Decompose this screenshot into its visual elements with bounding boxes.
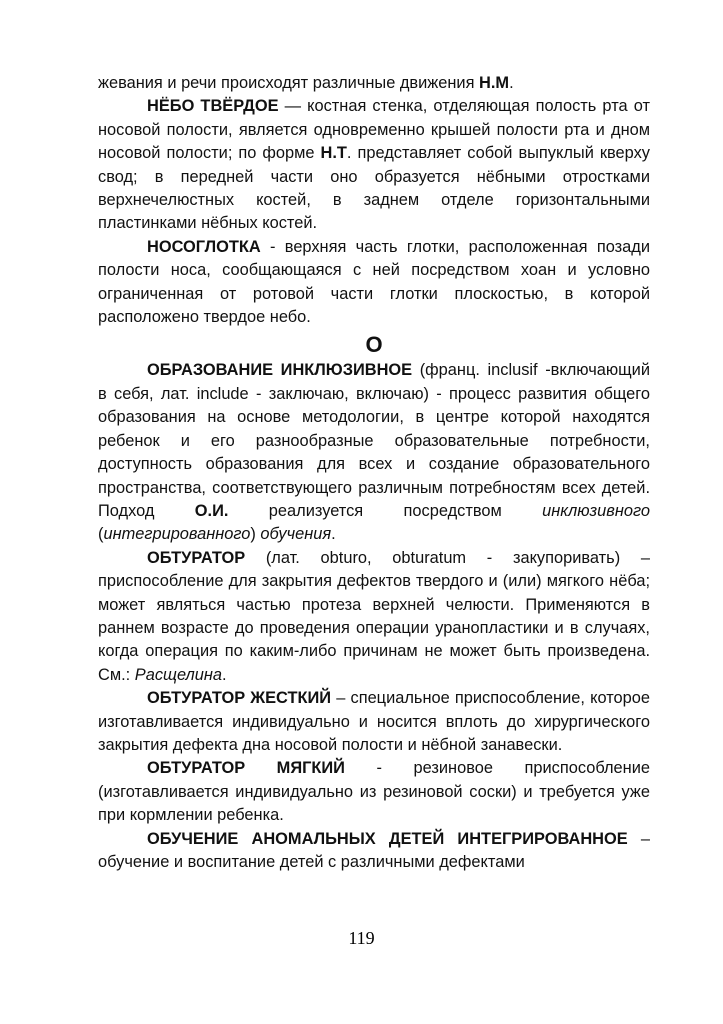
punctuation: . xyxy=(509,74,514,92)
entry-text: – специальное приспособление, которое изготавливается индивидуально и носится вплоть до хирургического закрытия дефекта дна носовой полости и нёбной занавески. xyxy=(98,689,650,754)
entry-obturator xyxy=(98,547,650,687)
entry-text: . представляет собой выпуклый кверху свод; в передней части оно образуется нёбными отростками верхнечелюстных костей, в заднем отделе горизонтальными пластинками нёбных костей. xyxy=(98,144,650,233)
entry-term: ОБУЧЕНИЕ АНОМАЛЬНЫХ ДЕТЕЙ ИНТЕГРИРОВАННОЕ xyxy=(147,829,628,848)
entry-obuchenie-integrirovannoe xyxy=(98,828,650,875)
italic-term: обучения xyxy=(260,525,332,544)
entry-term: ОБТУРАТОР xyxy=(147,548,246,567)
section-letter: О xyxy=(365,332,383,358)
abbreviation: Н.Т xyxy=(320,144,347,163)
punctuation: ) xyxy=(250,525,261,544)
cross-reference: Расщелина xyxy=(134,665,223,684)
entry-text: — костная стенка, отделяющая полость рта от носовой полости, является одновременно крышей полости рта и дном носовой полости; по форме xyxy=(98,97,650,163)
entry-term: ОБРАЗОВАНИЕ ИНКЛЮЗИВНОЕ xyxy=(147,361,413,380)
punctuation: ( xyxy=(98,525,104,544)
italic-term: инклюзивного xyxy=(542,501,650,520)
document-page xyxy=(98,72,650,874)
page-number: 119 xyxy=(348,928,375,948)
entry-term: НЁБО ТВЁРДОЕ xyxy=(147,97,279,116)
punctuation: . xyxy=(331,525,336,544)
entry-obturator-zhestkiy xyxy=(98,687,650,757)
entry-text: - резиновое приспособление (изготавливается индивидуально из резиновой соски) и требуется уже при кормлении ребенка. xyxy=(98,759,650,825)
paragraph-continuation xyxy=(98,72,650,95)
italic-term: интегрированного xyxy=(103,525,251,544)
entry-obturator-myagkiy xyxy=(98,757,650,827)
entry-text: – обучение и воспитание детей с различными дефектами xyxy=(98,829,650,871)
text: жевания и речи происходят различные движения xyxy=(98,74,480,92)
entry-text: - верхняя часть глотки, расположенная позади полости носа, сообщающаяся с ней посредством хоан и условно ограниченная от ротовой части глотки плоскостью, в которой расположено твердое небо. xyxy=(98,237,650,327)
entry-text: (франц. inclusif -включающий в себя, лат. include - заключаю, включаю) - процесс развития общего образования на основе методологии, в центре которой находятся ребенок и его разнообразные образовательные потребности, доступность образования для всех и создание образовательного пространства, соответствующего различным потребностям всех детей. Подход xyxy=(98,361,650,520)
entry-term: ОБТУРАТОР ЖЕСТКИЙ xyxy=(147,689,332,708)
abbreviation: О.И. xyxy=(194,501,229,520)
entry-nebo-tverdoe xyxy=(98,95,650,235)
entry-term: НОСОГЛОТКА xyxy=(147,237,261,256)
entry-text: реализуется посредством xyxy=(228,501,543,520)
entry-nosoglotka xyxy=(98,236,650,330)
entry-term: ОБТУРАТОР МЯГКИЙ xyxy=(147,759,345,778)
punctuation: . xyxy=(222,665,227,684)
entry-obrazovanie-inkluzivnoe xyxy=(98,359,650,546)
abbreviation: Н.М xyxy=(479,74,510,92)
entry-text: (лат. obturo, obturatum - закупоривать) – приспособление для закрытия дефектов твердого и (или) мягкого нёба; может являться частью протеза верхней челюсти. Применяются в раннем возрасте до проведения операции уранопластики и в случаях, когда операция по каким-либо причинам не может быть произведена. См.: xyxy=(98,548,650,684)
